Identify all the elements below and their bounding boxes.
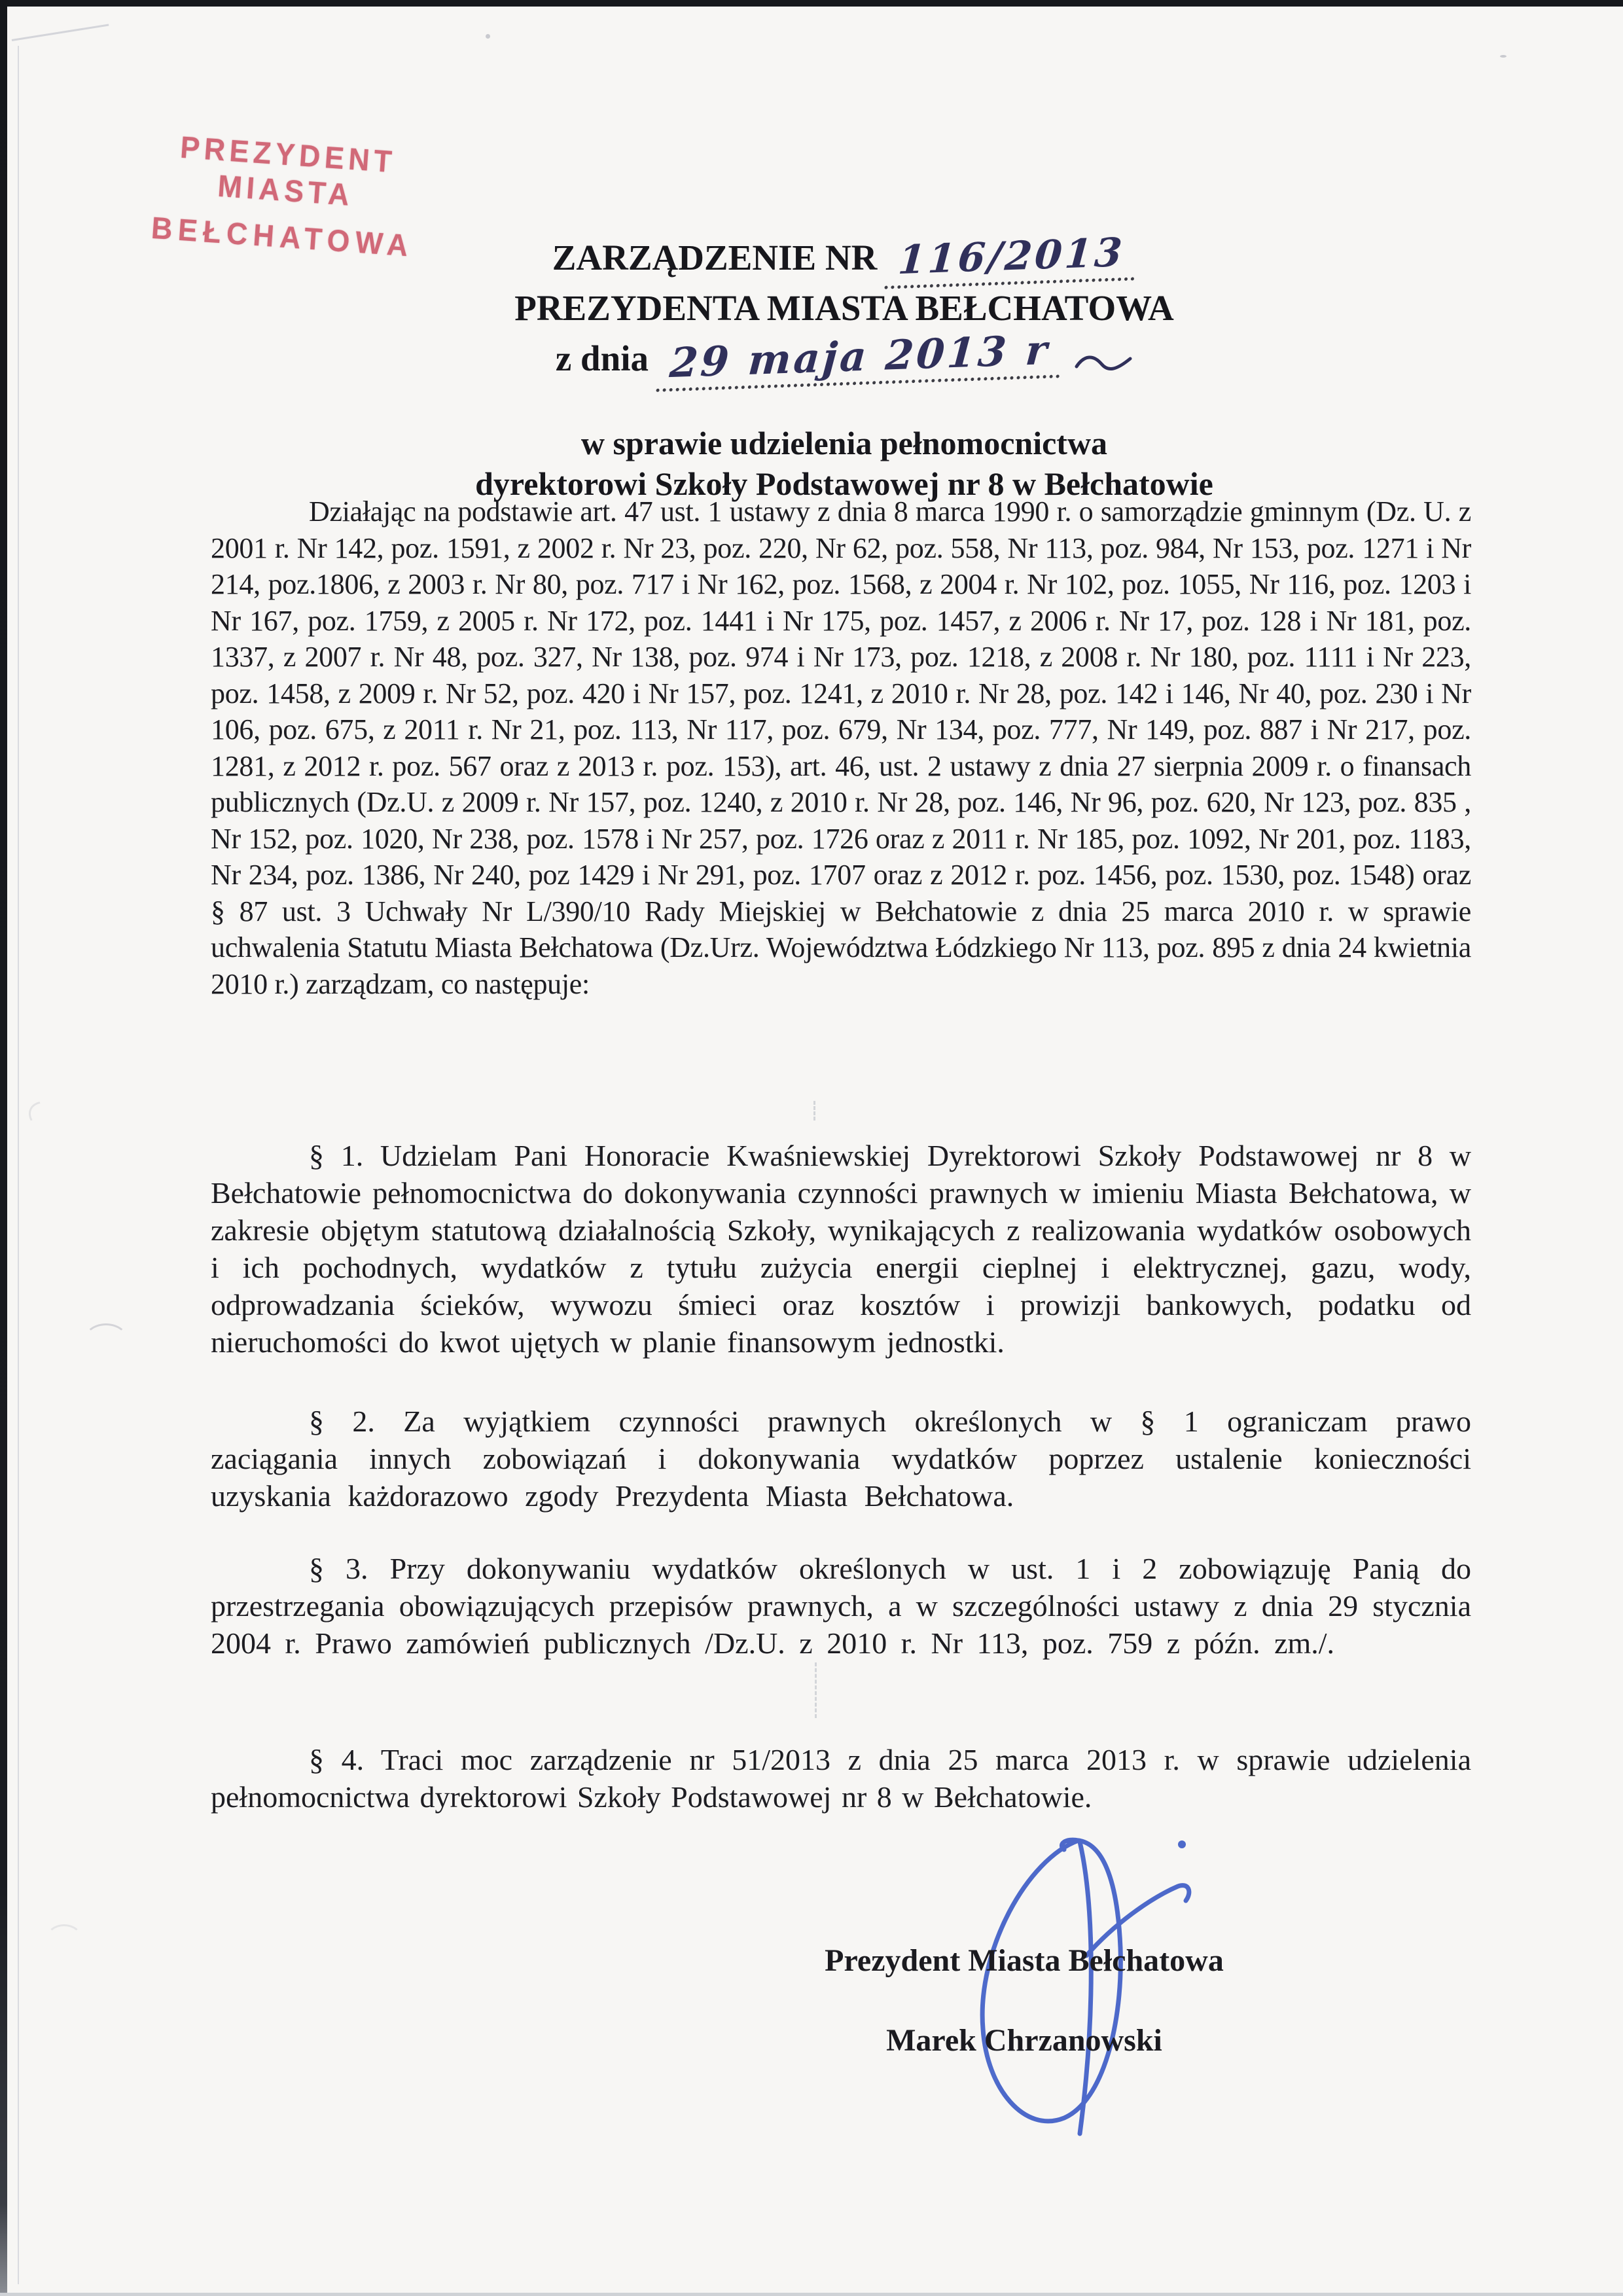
fold-mark	[813, 1101, 815, 1121]
scan-speck	[486, 34, 490, 39]
ordinance-number-label: ZARZĄDZENIE NR	[552, 238, 878, 278]
scan-edge-left	[0, 0, 7, 2296]
date-line	[216, 325, 1472, 387]
stamp-line-1: PREZYDENT MIASTA	[179, 129, 397, 213]
paper-curl-artifact	[23, 1094, 82, 1144]
signatory-title: Prezydent Miasta Bełchatowa	[825, 1943, 1224, 1978]
date-handwritten: 29 maja 2013 r	[656, 326, 1063, 392]
scan-edge-top	[0, 0, 1623, 7]
date-squiggle-ink	[1074, 348, 1133, 374]
title-block	[216, 229, 1472, 387]
fold-mark	[815, 1662, 817, 1718]
stamp-line-2: BEŁCHATOWA	[150, 209, 415, 263]
paragraph-2: § 2. Za wyjątkiem czynności prawnych określonych w § 1 ograniczam prawo zaciągania innych zobowiązań i dokonywania wydatków poprzez ustalenie konieczności uzyskania każdorazowo zgody Prezydenta Miasta Bełchatowa.	[211, 1405, 1471, 1513]
paper-corner-line	[12, 24, 109, 41]
signature-ink	[929, 1806, 1243, 2173]
paragraph-3: § 3. Przy dokonywaniu wydatków określonych w ust. 1 i 2 zobowiązuję Panią do przestrzegania obowiązujących przepisów prawnych, a w szczególności ustawy z dnia 29 stycznia 2004 r. Prawo zamówień publicznych /Dz.U. z 2010 r. Nr 113, poz. 759 z późn. zm./.	[211, 1552, 1471, 1660]
date-label: z dnia	[555, 338, 649, 378]
paper-edge-line	[18, 46, 19, 2284]
signatory-name: Marek Chrzanowski	[886, 2023, 1162, 2058]
ordinance-number-line	[216, 229, 1472, 285]
subject-line-2: dyrektorowi Szkoły Podstawowej nr 8 w Bełchatowie	[475, 465, 1213, 502]
paper-curl-artifact	[46, 1924, 82, 1954]
paragraph-1: § 1. Udzielam Pani Honoracie Kwaśniewskiej Dyrektorowi Szkoły Podstawowej nr 8 w Bełchatowie pełnomocnictwa do dokonywania czynności prawnych w imieniu Miasta Bełchatowa, w zakresie objętym statutową działalnością Szkoły, wynikających z realizowania wydatków osobowych i ich pochodnych, wydatków z tytułu zużycia energii cieplnej i elektrycznej, gazu, wody, odprowadzania ścieków, wywozu śmieci oraz kosztów i prowizji bankowych, podatku od nieruchomości do kwot ujętych w planie finansowym jednostki.	[211, 1139, 1471, 1359]
paper-curl-artifact	[84, 1323, 128, 1357]
scan-speck	[1500, 55, 1507, 58]
scan-edge-bottom	[0, 2293, 1623, 2296]
paragraph-4: § 4. Traci moc zarządzenie nr 51/2013 z dnia 25 marca 2013 r. w sprawie udzielenia pełnomocnictwa dyrektorowi Szkoły Podstawowej nr 8 w Bełchatowie.	[211, 1743, 1471, 1814]
subject-line-1: w sprawie udzielenia pełnomocnictwa	[580, 425, 1108, 461]
issuer-line: PREZYDENTA MIASTA BEŁCHATOWA	[514, 288, 1174, 328]
subject-block	[216, 423, 1472, 504]
ordinance-number-handwritten: 116/2013	[884, 228, 1137, 289]
legal-preamble: Działając na podstawie art. 47 ust. 1 ustawy z dnia 8 marca 1990 r. o samorządzie gminnym (Dz. U. z 2001 r. Nr 142, poz. 1591, z 2002 r. Nr 23, poz. 220, Nr 62, poz. 558, Nr 113, poz. 984, Nr 153, poz. 1271 i Nr 214, poz.1806, z 2003 r. Nr 80, poz. 717 i Nr 162, poz. 1568, z 2004 r. Nr 102, poz. 1055, Nr 116, poz. 1203 i Nr 167, poz. 1759, z 2005 r. Nr 172, poz. 1441 i Nr 175, poz. 1457, z 2006 r. Nr 17, poz. 128 i Nr 181, poz. 1337, z 2007 r. Nr 48, poz. 327, Nr 138, poz. 974 i Nr 173, poz. 1218, z 2008 r. Nr 180, poz. 1111 i Nr 223, poz. 1458, z 2009 r. Nr 52, poz. 420 i Nr 157, poz. 1241, z 2010 r. Nr 28, poz. 142 i 146, Nr 40, poz. 230 i Nr 106, poz. 675, z 2011 r. Nr 21, poz. 113, Nr 117, poz. 679, Nr 134, poz. 777, Nr 149, poz. 887 i Nr 217, poz. 1281, z 2012 r. poz. 567 oraz z 2013 r. poz. 153), art. 46, ust. 2 ustawy z dnia 27 sierpnia 2009 r. o finansach publicznych (Dz.U. z 2009 r. Nr 157, poz. 1240, z 2010 r. Nr 28, poz. 146, Nr 96, poz. 620, Nr 123, poz. 835 , Nr 152, poz. 1020, Nr 238, poz. 1578 i Nr 257, poz. 1726 oraz z 2011 r. Nr 185, poz. 1092, Nr 201, poz. 1183, Nr 234, poz. 1386, Nr 240, poz 1429 i Nr 291, poz. 1707 oraz z 2012 r. poz. 1456, poz. 1530, poz. 1548) oraz § 87 ust. 3 Uchwały Nr L/390/10 Rady Miejskiej w Bełchatowie z dnia 25 marca 2010 r. w sprawie uchwalenia Statutu Miasta Bełchatowa (Dz.Urz. Województwa Łódzkiego Nr 113, poz. 895 z dnia 24 kwietnia 2010 r.) zarządzam, co następuje:	[211, 495, 1471, 1000]
